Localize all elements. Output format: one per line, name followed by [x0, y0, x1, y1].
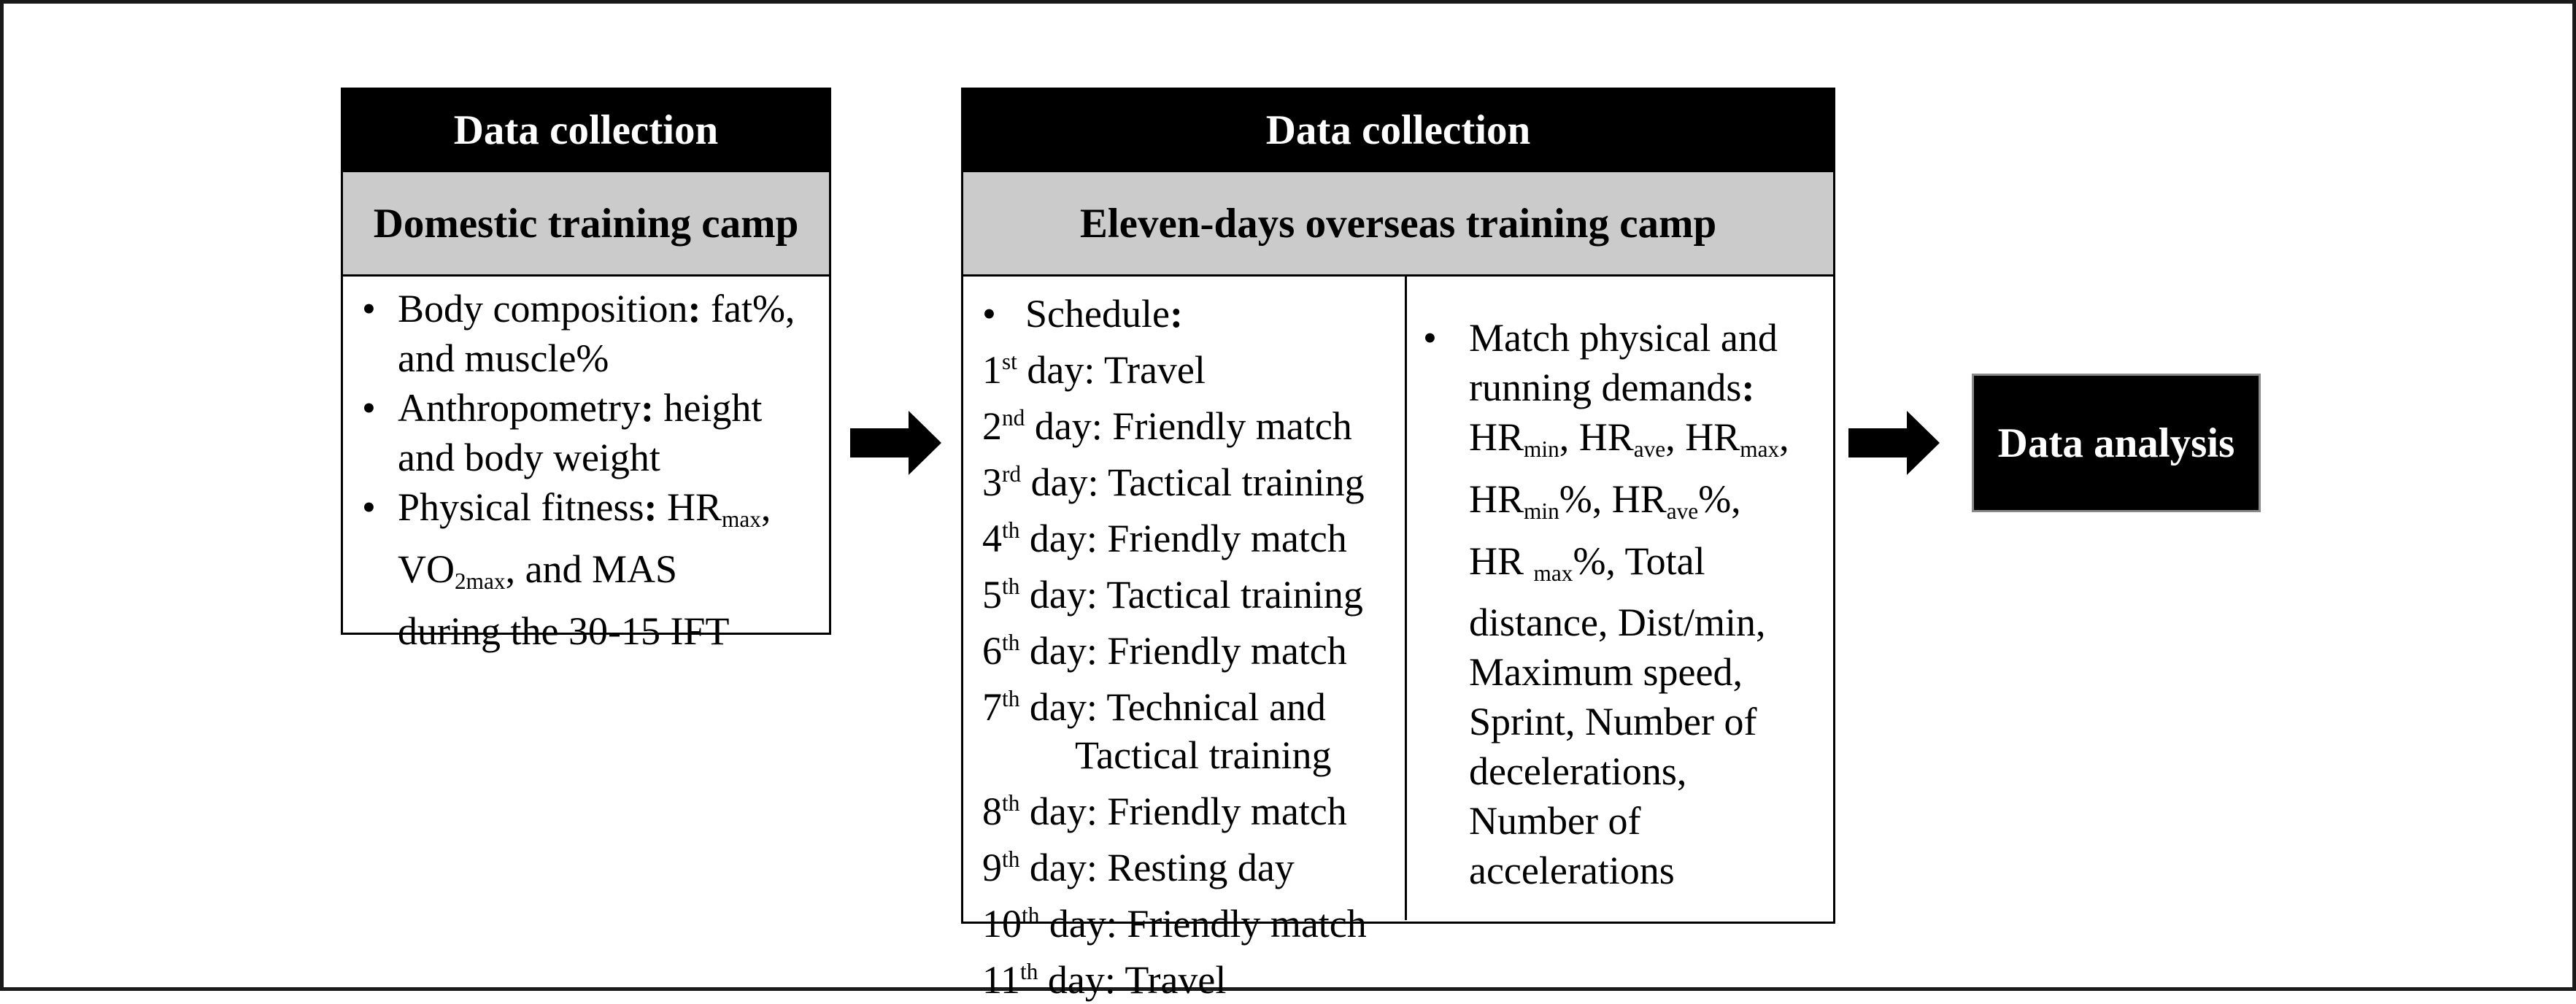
text-line: 8th day: Friendly match	[982, 789, 1347, 833]
overseas-box-header: Data collection	[963, 90, 1833, 172]
text-line: 10th day: Friendly match	[982, 902, 1367, 946]
text-line: HRmin, HRave, HRmax,	[1469, 415, 1789, 462]
bullet-marker: •	[362, 386, 376, 430]
arrow-right-icon	[1848, 411, 1940, 475]
text-line: Sprint, Number of	[1469, 700, 1757, 744]
text-line: HR max%, Total	[1469, 538, 1705, 586]
text-line: Number of	[1469, 799, 1641, 843]
overseas-box-subheader: Eleven-days overseas training camp	[963, 172, 1833, 277]
text-line: and body weight	[398, 436, 660, 479]
bullet-marker: •	[362, 485, 376, 529]
text-line: Tactical training	[1075, 733, 1332, 777]
text-line: 1st day: Travel	[982, 348, 1206, 392]
text-line: running demands:	[1469, 366, 1755, 409]
overseas-camp-box	[961, 88, 1835, 1002]
text-line: 3rd day: Tactical training	[982, 460, 1365, 504]
domestic-box-subheader: Domestic training camp	[343, 172, 829, 277]
text-line: Maximum speed,	[1469, 650, 1743, 695]
bullet-marker: •	[982, 292, 996, 336]
arrow-right-icon	[850, 411, 941, 475]
text-line: 9th day: Resting day	[982, 846, 1295, 889]
text-line: and muscle%	[398, 336, 609, 380]
domestic-box-body	[343, 277, 829, 656]
domestic-box-header: Data collection	[343, 90, 829, 172]
bullet-marker: •	[362, 287, 376, 331]
text-line: during the 30-15 IFT	[398, 609, 730, 653]
text-line: decelerations,	[1469, 749, 1687, 794]
text-line: • Physical fitness: HRmax,	[343, 482, 829, 544]
demands-column	[1407, 277, 1833, 920]
schedule-column	[963, 277, 1407, 1002]
text-line: distance, Dist/min,	[1469, 601, 1766, 645]
domestic-camp-box	[341, 88, 831, 653]
overseas-box-body	[963, 277, 1833, 1002]
arrow-right-icon	[850, 411, 941, 475]
text-line: 4th day: Friendly match	[982, 517, 1347, 560]
text-line: 11th day: Travel	[982, 958, 1227, 1002]
text-line: 7th day: Technical and	[982, 685, 1326, 729]
text-line: VO2max, and MAS	[398, 547, 678, 594]
bullet-marker: •	[1423, 316, 1437, 360]
data-analysis-box: Data analysis	[1972, 374, 2261, 512]
text-line: HRmin%, HRave%,	[1469, 476, 1741, 524]
text-line: • Match physical and	[1407, 313, 1833, 363]
text-line: accelerations	[1469, 849, 1675, 893]
text-line: • Schedule:	[963, 290, 1405, 338]
text-line: • Anthropometry: height	[343, 383, 829, 433]
arrow-right-icon	[1848, 411, 1940, 475]
text-line: • Body composition: fat%,	[343, 284, 829, 333]
text-line: 6th day: Friendly match	[982, 629, 1347, 673]
text-line: 2nd day: Friendly match	[982, 404, 1352, 448]
text-line: 5th day: Tactical training	[982, 573, 1363, 617]
